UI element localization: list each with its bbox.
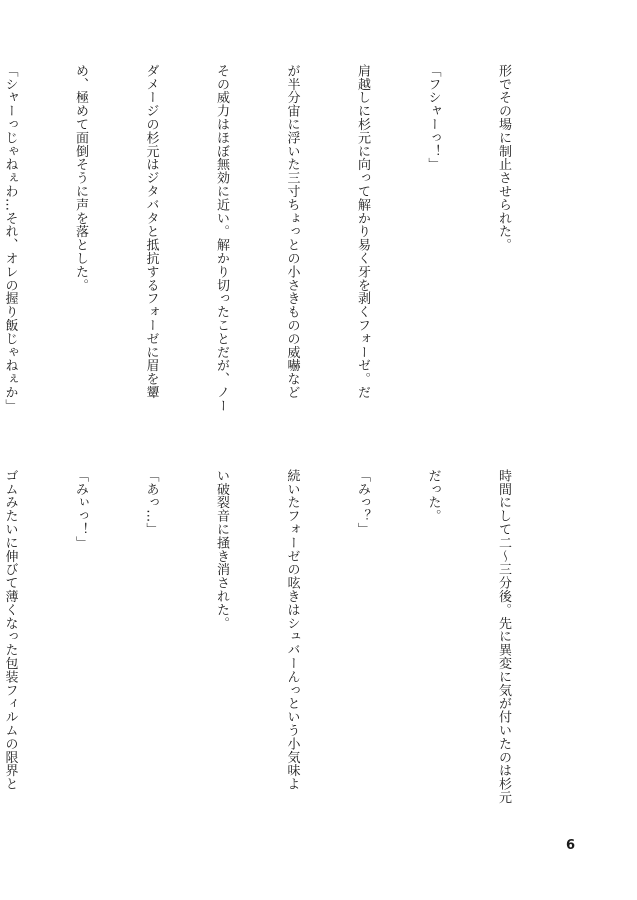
text-line: 形でその場に制止させられた。 xyxy=(496,64,511,252)
page-number: 6 xyxy=(565,838,575,853)
text-line: め、極めて面倒そうに声を落とした。 xyxy=(73,64,88,292)
text-line: 続いたフォーゼの呟きはシュバーんっという小気味よ xyxy=(284,469,300,791)
text-line: 「みぃっ！」 xyxy=(73,469,88,550)
lower-text-block xyxy=(2,469,562,839)
text-line: 「シャーっじゃねぇわ…それ、オレの握り飯じゃねぇか」 xyxy=(2,64,18,413)
text-line: ゴムみたいに伸びて薄くなった包装フィルムの限界と xyxy=(2,469,18,791)
upper-text-block xyxy=(2,64,562,452)
text-line: が半分宙に浮いた三寸ちょっとの小さきものの威嚇など xyxy=(284,64,300,399)
text-line: 「フシャーっ！」 xyxy=(425,64,441,172)
text-line: だった。 xyxy=(425,469,441,523)
text-line: い破裂音に掻き消された。 xyxy=(214,469,229,630)
text-line: 肩越しに杉元に向って解かり易く牙を剥くフォーゼ。だ xyxy=(355,64,370,399)
text-line: 時間にして二〜三分後。先に異変に気が付いたのは杉元 xyxy=(496,469,511,804)
text-line: ダメージの杉元はジタバタと抵抗するフォーゼに眉を顰 xyxy=(143,64,159,399)
text-line: 「あっ…」 xyxy=(143,469,159,536)
text-line: 「みっ？」 xyxy=(355,469,370,536)
text-line: その威力はほぼ無効に近い。解かり切ったことだが、ノー xyxy=(214,64,229,413)
